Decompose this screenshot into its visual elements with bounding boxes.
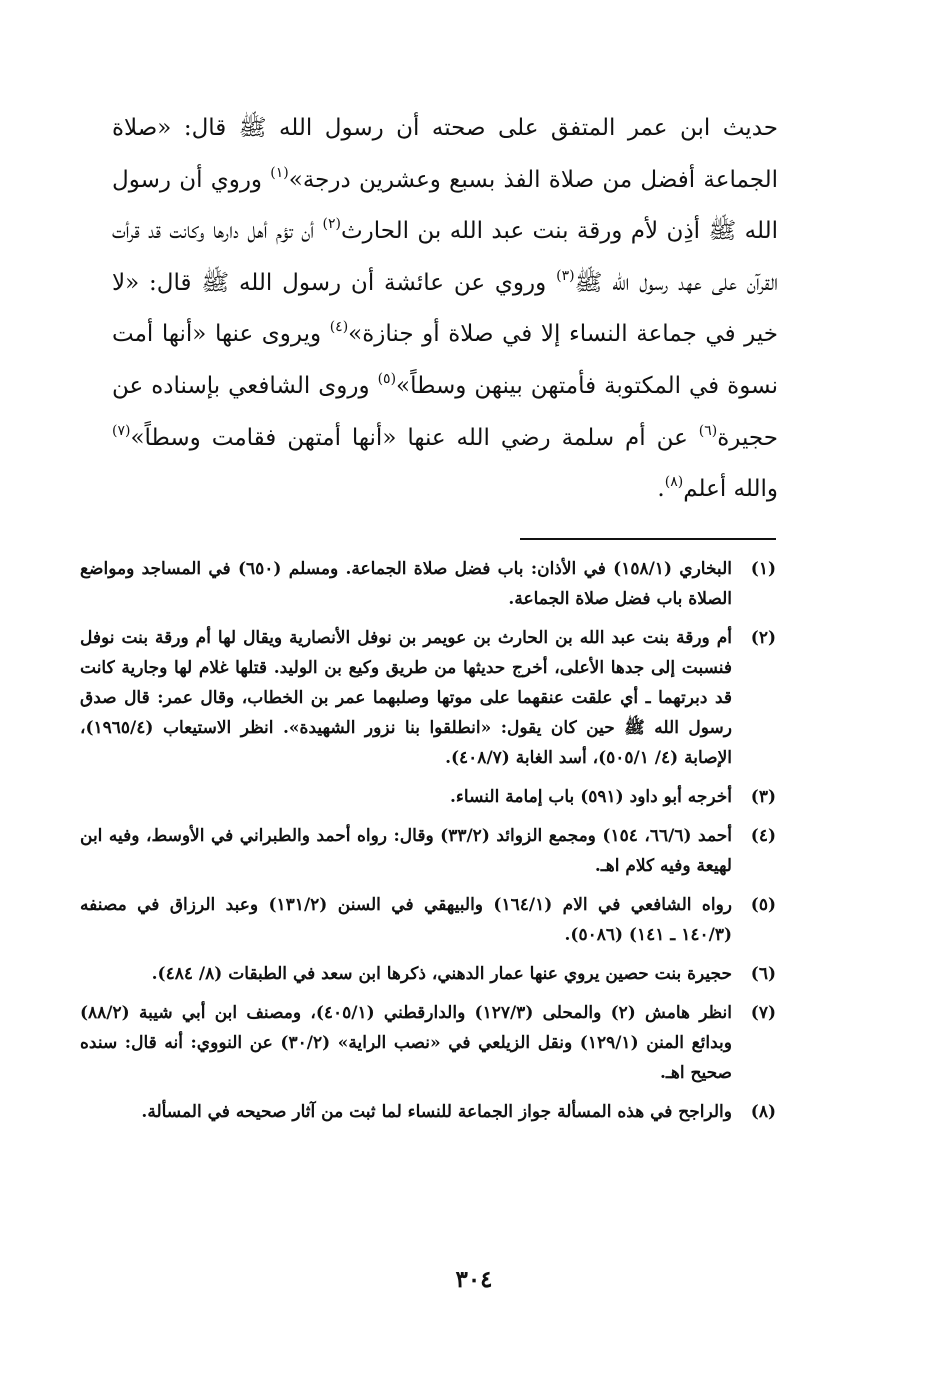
footnote-item (80, 998, 776, 1088)
footnote-text: حجيرة بنت حصين يروي عنها عمار الدهني، ذكرها ابن سعد في الطبقات (٨/ ٤٨٤). (151, 964, 732, 984)
main-text-segment: وروى الشافعي بإسناده عن حجيرة (112, 372, 778, 451)
footnote-ref[interactable]: (٧) (112, 422, 131, 439)
footnote-ref[interactable]: (٢) (322, 216, 341, 233)
footnote-number: (٢) (750, 628, 776, 648)
footnote-item (80, 554, 776, 614)
footnote-number: (٥) (750, 895, 776, 915)
main-text-segment: . (657, 476, 665, 503)
footnote-item (80, 959, 776, 989)
main-text-segment: وروي أن رسول الله ﷺ أذِن لأم ورقة بنت عبد الله بن الحارث (112, 166, 778, 245)
footnote-ref[interactable]: (٤) (329, 319, 349, 336)
main-text-segment: عن أم سلمة رضي الله عنها «أنها أمتهن فقامت وسطاً» (130, 424, 699, 451)
footnote-item (80, 623, 776, 773)
footnote-ref[interactable]: (١) (270, 164, 289, 181)
footnote-text: رواه الشافعي في الام (١٦٤/١) والبيهقي في السنن (١٣١/٢) وعبد الرزاق في مصنفه (١٤٠/٣ ـ ١٤١) (٥٠٨٦). (80, 895, 732, 945)
footnote-number: (٦) (750, 964, 776, 984)
footnote-text: انظر هامش (٢) والمحلى (١٢٧/٣) والدارقطني (٤٠٥/١)، ومصنف ابن أبي شيبة (٨٨/٢) وبدائع المنن (١٢٩/١) ونقل الزيلعي في «نصب الراية» (٣٠/٢) عن النووي: أنه قال: سنده صحيح اهـ. (80, 1003, 733, 1083)
footnote-number: (٧) (750, 1003, 776, 1023)
footnote-ref[interactable]: (٣) (556, 267, 575, 284)
main-text-segment: وروي عن عائشة أن رسول الله ﷺ قال: «لا خير في جماعة النساء إلا في صلاة أو جنازة» (112, 269, 778, 348)
footnote-ref[interactable]: (٦) (698, 422, 718, 439)
main-text-segment: حديث ابن عمر المتفق على صحته أن رسول الله ﷺ قال: «صلاة الجماعة أفضل من صلاة الفذ بسبع وعشرين درجة» (112, 115, 778, 193)
footnote-text: أحمد (٦٦/٦، ١٥٤) ومجمع الزوائد (٣٣/٢) وقال: رواه أحمد والطبراني في الأوسط، وفيه ابن لهيعة وفيه كلام اهـ. (80, 826, 732, 876)
footnote-ref[interactable]: (٨) (664, 474, 684, 491)
footnote-number: (٣) (750, 787, 776, 807)
footnote-separator (520, 538, 776, 540)
footnote-item (80, 1097, 776, 1127)
footnote-item (80, 821, 776, 881)
footnote-number: (١) (750, 559, 776, 579)
main-paragraph (112, 103, 778, 516)
footnote-number: (٨) (750, 1102, 776, 1122)
footnote-text: أم ورقة بنت عبد الله بن الحارث بن عويمر بن نوفل الأنصارية ويقال لها أم ورقة بنت نوفل فنسبت إلى جدها الأعلى، أخرج حديثها من طريق وكيع بن الوليد. قتلها غلام لها وجارية كانت قد دبرتهما ـ أي علقت عنقهما على موتها وصلبهما عمر بن الخطاب، وقال عمر: قال صدق رسول الله ﷺ حين كان يقول: «انطلقوا بنا نزور الشهيدة». انظر الاستيعاب (١٩٦٥/٤)، الإصابة (٤/ ٥٠٥/١)، أسد الغابة (٤٠٨/٧). (80, 628, 732, 768)
page-number: ٣٠٤ (455, 1266, 493, 1293)
footnote-item (80, 782, 776, 812)
main-text-segment: أن تؤم أهل دارها وكانت قد قرأت القرآن على عهد رسول الله ﷺ (112, 218, 778, 296)
footnote-number: (٤) (750, 826, 776, 846)
footnote-text: والراجح في هذه المسألة جواز الجماعة للنساء لما ثبت من آثار صحيحه في المسألة. (141, 1102, 732, 1122)
footnote-text: البخاري (١٥٨/١) في الأذان: باب فضل صلاة الجماعة. ومسلم (٦٥٠) في المساجد ومواضع الصلاة باب فضل صلاة الجماعة. (80, 559, 732, 609)
main-text-segment: ويروى عنها «أنها أمت نسوة في المكتوبة فأمتهن بينهن وسطاً» (112, 321, 778, 399)
footnote-item (80, 890, 776, 950)
footnote-ref[interactable]: (٥) (377, 370, 397, 387)
footnotes-list (80, 554, 776, 1136)
footnote-text: أخرجه أبو داود (٥٩١) باب إمامة النساء. (450, 787, 732, 807)
main-text-segment: والله أعلم (683, 476, 778, 503)
